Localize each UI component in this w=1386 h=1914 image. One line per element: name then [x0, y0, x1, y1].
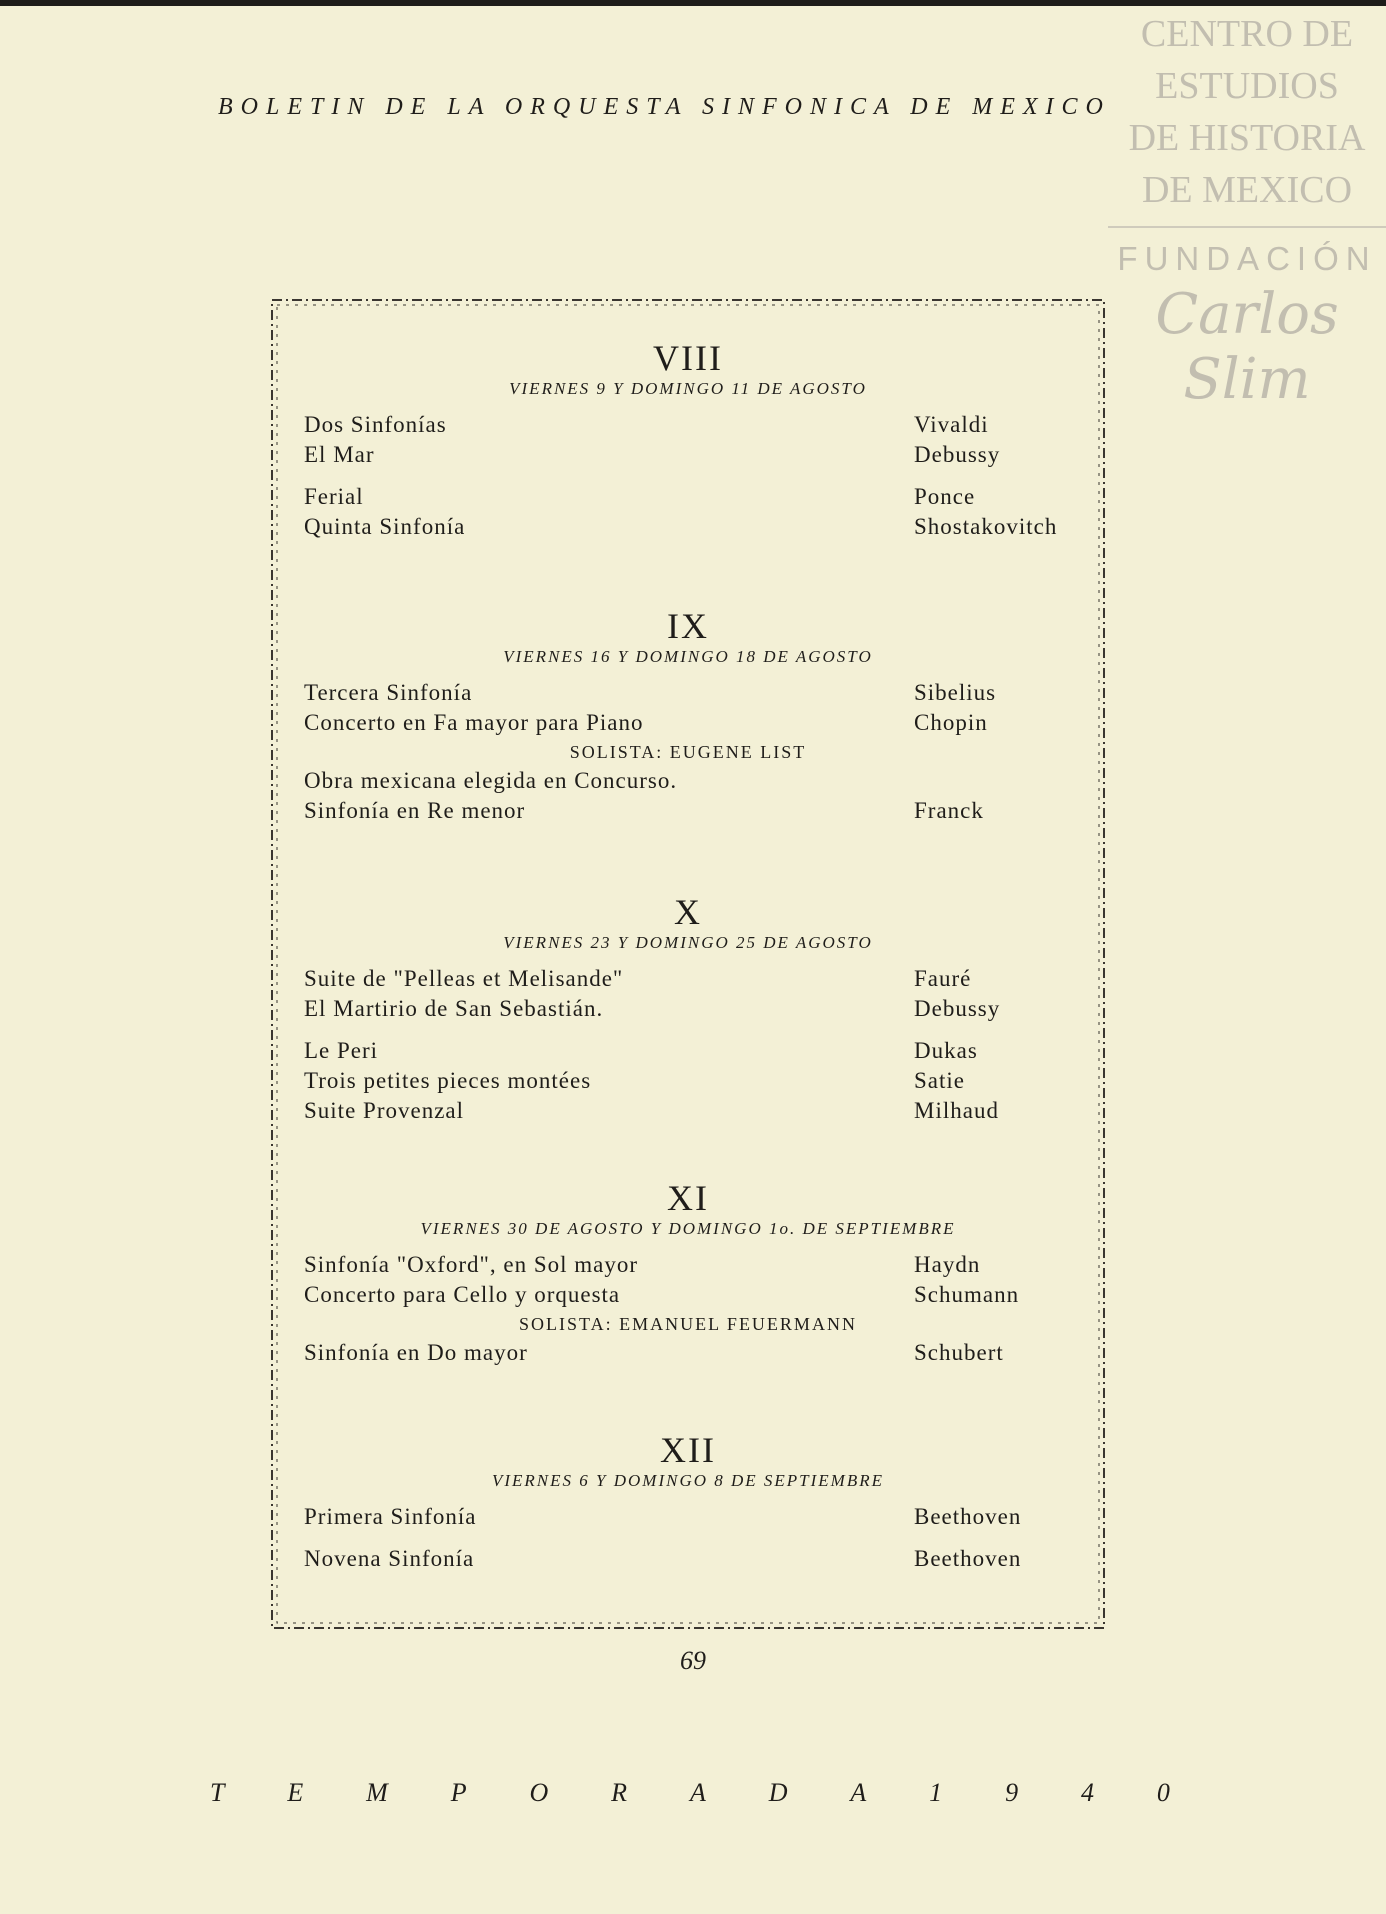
- bulletin-header: BOLETIN DE LA ORQUESTA SINFONICA DE MEXICO: [218, 94, 1111, 120]
- concert-section: [268, 1430, 1108, 1576]
- watermark-divider: [1108, 226, 1386, 228]
- composer-name: Sibelius: [914, 680, 997, 705]
- composer-name: Chopin: [914, 710, 988, 735]
- composer-name: Schumann: [914, 1282, 1020, 1307]
- watermark-line: CENTRO DE: [1140, 13, 1354, 55]
- composer-name: Beethoven: [914, 1546, 1022, 1571]
- program-row: [268, 680, 1108, 710]
- work-title: Novena Sinfonía: [304, 1546, 475, 1571]
- work-title: Obra mexicana elegida en Concurso.: [304, 768, 678, 793]
- program-row: [268, 1340, 1108, 1370]
- composer-name: Beethoven: [914, 1504, 1022, 1529]
- composer-name: Shostakovitch: [914, 514, 1058, 539]
- footer-letter: A: [850, 1778, 867, 1807]
- footer-letter: A: [689, 1778, 706, 1807]
- composer-name: Debussy: [914, 996, 1001, 1021]
- work-title: Concerto para Cello y orquesta: [304, 1282, 621, 1307]
- work-title: Tercera Sinfonía: [304, 680, 473, 705]
- footer-letter: D: [768, 1778, 788, 1807]
- composer-name: Franck: [914, 798, 984, 823]
- composer-name: Dukas: [914, 1038, 978, 1063]
- composer-name: Satie: [914, 1068, 965, 1093]
- program-row: [268, 1546, 1108, 1576]
- footer-letter: T: [210, 1778, 225, 1807]
- program-row: [268, 1504, 1108, 1534]
- work-title: Sinfonía "Oxford", en Sol mayor: [304, 1252, 639, 1277]
- footer-letter: R: [611, 1778, 628, 1807]
- composer-name: Fauré: [914, 966, 972, 991]
- program-row: [268, 996, 1108, 1026]
- concert-dates: VIERNES 16 Y DOMINGO 18 DE AGOSTO: [503, 647, 873, 666]
- footer-letter: 9: [1005, 1778, 1019, 1807]
- watermark-line: DE HISTORIA: [1128, 117, 1366, 159]
- footer-letter: M: [366, 1778, 388, 1807]
- concert-numeral: VIII: [653, 338, 723, 378]
- concert-section: [268, 606, 1108, 828]
- work-title: Concerto en Fa mayor para Piano: [304, 710, 644, 735]
- work-title: Sinfonía en Re menor: [304, 798, 526, 823]
- program-row: [268, 442, 1108, 472]
- concert-dates: VIERNES 6 Y DOMINGO 8 DE SEPTIEMBRE: [491, 1471, 884, 1490]
- soloist-credit: SOLISTA: EMANUEL FEUERMANN: [519, 1314, 857, 1334]
- program-row: [268, 1098, 1108, 1128]
- concert-section: [268, 338, 1108, 544]
- program-row: [268, 514, 1108, 544]
- footer-letter: 4: [1080, 1778, 1094, 1807]
- work-title: Primera Sinfonía: [304, 1504, 477, 1529]
- program-row: [268, 966, 1108, 996]
- work-title: Suite de "Pelleas et Melisande": [304, 966, 624, 991]
- footer-letter: E: [287, 1778, 304, 1807]
- footer-letter: O: [529, 1778, 549, 1807]
- watermark-line: DE MEXICO: [1141, 169, 1353, 211]
- work-title: Suite Provenzal: [304, 1098, 464, 1123]
- composer-name: Haydn: [914, 1252, 981, 1277]
- program-row: [268, 1038, 1108, 1068]
- soloist-credit: SOLISTA: EUGENE LIST: [569, 742, 807, 762]
- program-row: [268, 1068, 1108, 1098]
- season-footer: [210, 1778, 1170, 1808]
- work-title: Trois petites pieces montées: [304, 1068, 592, 1093]
- concert-section: [268, 1178, 1108, 1370]
- composer-name: Debussy: [914, 442, 1001, 467]
- concert-numeral: IX: [667, 606, 709, 646]
- work-title: El Martirio de San Sebastián.: [304, 996, 604, 1021]
- work-title: Quinta Sinfonía: [304, 514, 466, 539]
- program-row: [268, 710, 1108, 740]
- program-row: [268, 484, 1108, 514]
- footer-letter: 0: [1156, 1778, 1170, 1807]
- program-row: [268, 412, 1108, 442]
- document-page: [0, 6, 1386, 1914]
- work-title: Sinfonía en Do mayor: [304, 1340, 528, 1365]
- concert-dates: VIERNES 30 DE AGOSTO Y DOMINGO 1o. DE SEPTIEMBRE: [420, 1219, 956, 1238]
- watermark-foundation: FUNDACIÓN: [1117, 240, 1377, 277]
- watermark-signature: Carlos Slim: [1155, 282, 1339, 412]
- composer-name: Schubert: [914, 1340, 1004, 1365]
- program-row: [268, 798, 1108, 828]
- concert-dates: VIERNES 9 Y DOMINGO 11 DE AGOSTO: [509, 379, 867, 398]
- program-frame: [268, 296, 1108, 1632]
- concert-numeral: XI: [667, 1178, 709, 1218]
- work-title: Dos Sinfonías: [304, 412, 447, 437]
- program-row: [268, 768, 1108, 798]
- concert-numeral: X: [674, 892, 702, 932]
- composer-name: Ponce: [914, 484, 976, 509]
- concert-numeral: XII: [660, 1430, 716, 1470]
- concert-section: [268, 892, 1108, 1128]
- work-title: Ferial: [304, 484, 364, 509]
- footer-letter: 1: [929, 1778, 943, 1807]
- work-title: El Mar: [304, 442, 375, 467]
- program-row: [268, 1252, 1108, 1282]
- composer-name: Vivaldi: [914, 412, 989, 437]
- work-title: Le Peri: [304, 1038, 379, 1063]
- footer-letter: P: [450, 1778, 467, 1807]
- concert-dates: VIERNES 23 Y DOMINGO 25 DE AGOSTO: [503, 933, 873, 952]
- page-number: 69: [680, 1646, 706, 1675]
- archive-watermark: [1108, 8, 1386, 412]
- composer-name: Milhaud: [914, 1098, 999, 1123]
- program-row: [268, 1282, 1108, 1312]
- watermark-line: ESTUDIOS: [1155, 65, 1339, 107]
